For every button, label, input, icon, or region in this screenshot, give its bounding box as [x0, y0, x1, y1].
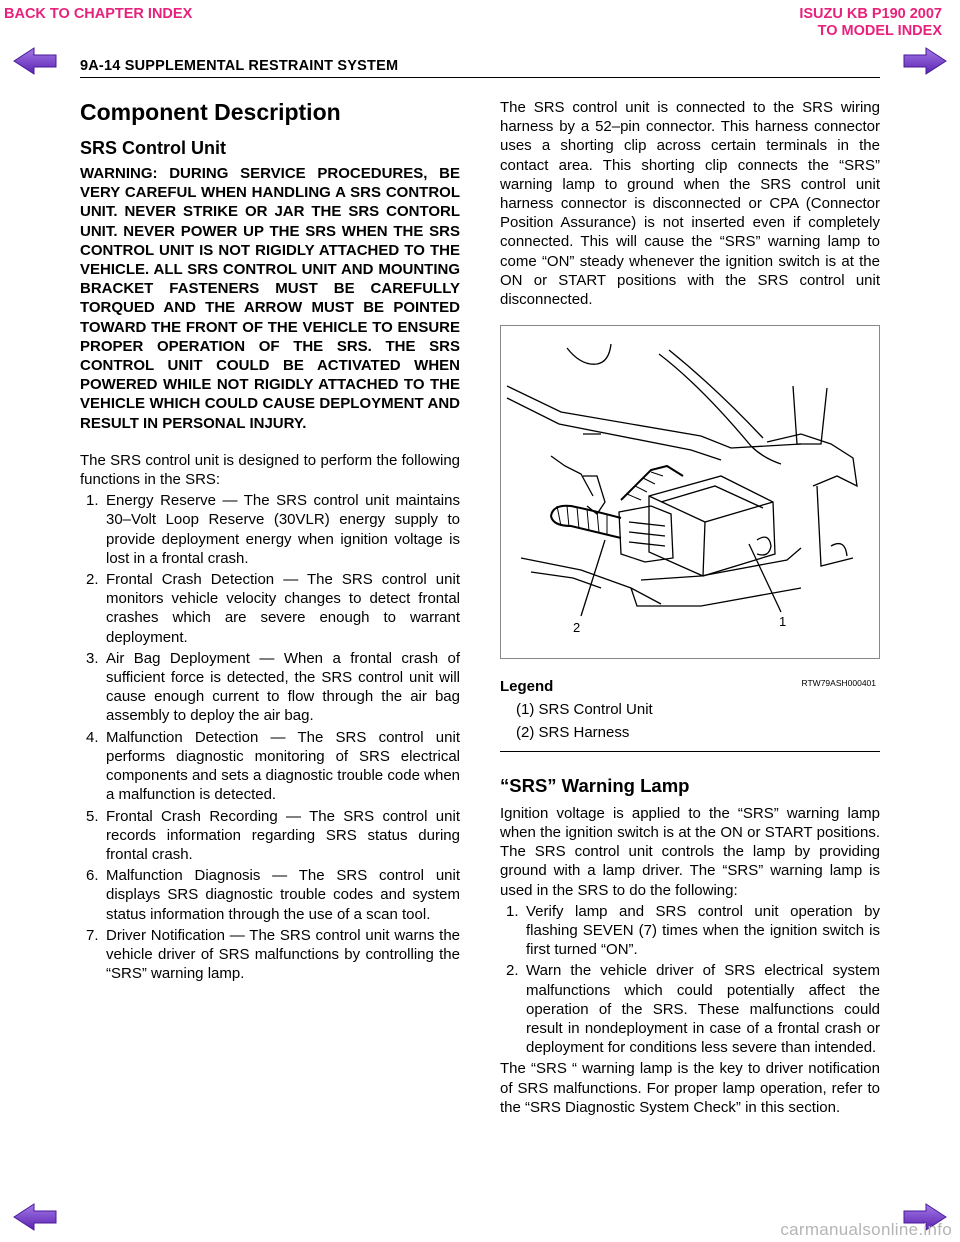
watermark: carmanualsonline.info: [780, 1220, 952, 1239]
callout-1: 1: [779, 614, 787, 630]
list-item: 7. Driver Notification — The SRS control unit warns the vehicle driver of SRS malfunctions by controlling the “SRS” warning lamp.: [86, 926, 460, 983]
to-model-index-link[interactable]: TO MODEL INDEX: [817, 23, 942, 39]
subsection-title: SRS Control Unit: [80, 138, 226, 158]
right-column: [500, 98, 880, 1117]
figure-code: RTW79ASH000401: [801, 678, 876, 689]
legend-list: [516, 700, 880, 741]
section-title: Component Description: [80, 99, 341, 125]
legend-item: (2) SRS Harness: [516, 723, 630, 741]
header-divider: [80, 77, 880, 78]
list-item: 6. Malfunction Diagnosis — The SRS control unit displays SRS diagnostic trouble codes and system status information through the use of a scan tool.: [86, 867, 460, 923]
list-item: 2. Frontal Crash Detection — The SRS control unit monitors vehicle velocity changes to detect frontal crashes which are severe enough to warrant deployment.: [86, 571, 460, 646]
list-item: 3. Air Bag Deployment — When a frontal crash of sufficient force is detected, the SRS control unit will cause enough current to flow through the air bag assembly to deploy the air bag.: [86, 649, 460, 725]
list-item: 5. Frontal Crash Recording — The SRS control unit records information regarding SRS status during frontal crash.: [86, 807, 460, 863]
legend-title: Legend: [500, 678, 554, 696]
back-to-chapter-index-link[interactable]: BACK TO CHAPTER INDEX: [4, 6, 193, 22]
lamp-paragraph: Ignition voltage is applied to the “SRS” warning lamp when the ignition switch is at the ON or START positions. The SRS control unit controls the lamp by providing ground with a lamp driver. The “SRS” warning lamp is used in the SRS to do the following:: [500, 804, 880, 899]
lamp-list: [500, 902, 880, 1058]
page-header-title: 9A-14 SUPPLEMENTAL RESTRAINT SYSTEM: [80, 58, 399, 74]
list-item: 1. Energy Reserve — The SRS control unit maintains 30–Volt Loop Reserve (30VLR) energy supply to provide deployment energy when ignition voltage is lost in a frontal crash.: [86, 492, 460, 567]
warning-text: WARNING: DURING SERVICE PROCEDURES, BE VERY CAREFUL WHEN HANDLING A SRS CONTROL UNIT. NEVER STRIKE OR JAR THE SRS CONTORL UNIT. NEVER POWER UP THE SRS WHEN THE SRS CONTROL UNIT IS NOT RIGIDLY ATTACHED TO THE VEHICLE. ALL SRS CONTROL UNIT AND MOUNTING BRACKET FASTENERS MUST BE CAREFULLY TORQUED AND THE ARROW MUST BE POINTED TOWARD THE FRONT OF THE VEHICLE TO ENSURE PROPER OPERATION OF THE SRS. THE SRS CONTROL UNIT COULD BE ACTIVATED WHEN POWERED WHILE NOT RIGIDLY ATTACHED TO THE VEHICLE WHICH COULD CAUSE DEPLOYMENT AND RESULT IN PERSONAL INJURY.: [80, 165, 460, 432]
srs-control-unit-figure: [500, 325, 880, 659]
connector-paragraph: The SRS control unit is connected to the SRS wiring harness by a 52–pin connector. This harness connector uses a shorting clip across certain terminals in the contact area. This shorting clip connects the “SRS” warning lamp to ground when the SRS control unit harness connector is disconnected or CPA (Connector Position Assurance) is not inserted even if completely connected. This will cause the “SRS” warning lamp to come “ON” steady whenever the ignition switch is at the ON or START positions with the SRS control unit disconnected.: [500, 99, 880, 309]
list-item: 4. Malfunction Detection — The SRS control unit performs diagnostic monitoring of SRS electrical components and sets a diagnostic trouble code when a malfunction is detected.: [86, 728, 460, 804]
prev-page-arrow-icon[interactable]: [12, 46, 58, 76]
srs-control-unit-illustration: [501, 326, 879, 658]
prev-page-arrow-icon[interactable]: [12, 1202, 58, 1232]
intro-paragraph: The SRS control unit is designed to perform the following functions in the SRS:: [80, 451, 460, 489]
lamp-section-title: “SRS” Warning Lamp: [500, 774, 690, 796]
function-list: [80, 491, 460, 983]
left-column: [80, 98, 460, 985]
next-page-arrow-icon[interactable]: [902, 46, 948, 76]
legend-item: (1) SRS Control Unit: [516, 701, 653, 719]
list-item: 1. Verify lamp and SRS control unit operation by flashing SEVEN (7) times when the ignition switch is first turned “ON”.: [506, 902, 880, 959]
callout-2: 2: [573, 620, 581, 636]
model-title-link[interactable]: ISUZU KB P190 2007: [799, 6, 942, 22]
closing-paragraph: The “SRS “ warning lamp is the key to driver notification of SRS malfunctions. For proper lamp operation, refer to the “SRS Diagnostic System Check” in this section.: [500, 1060, 880, 1116]
list-item: 2. Warn the vehicle driver of SRS electrical system malfunctions which could potentially affect the operation of the SRS. These malfunctions could result in nondeployment in case of a frontal crash or deployment for conditions less severe than intended.: [506, 962, 880, 1057]
section-divider: [500, 751, 880, 752]
